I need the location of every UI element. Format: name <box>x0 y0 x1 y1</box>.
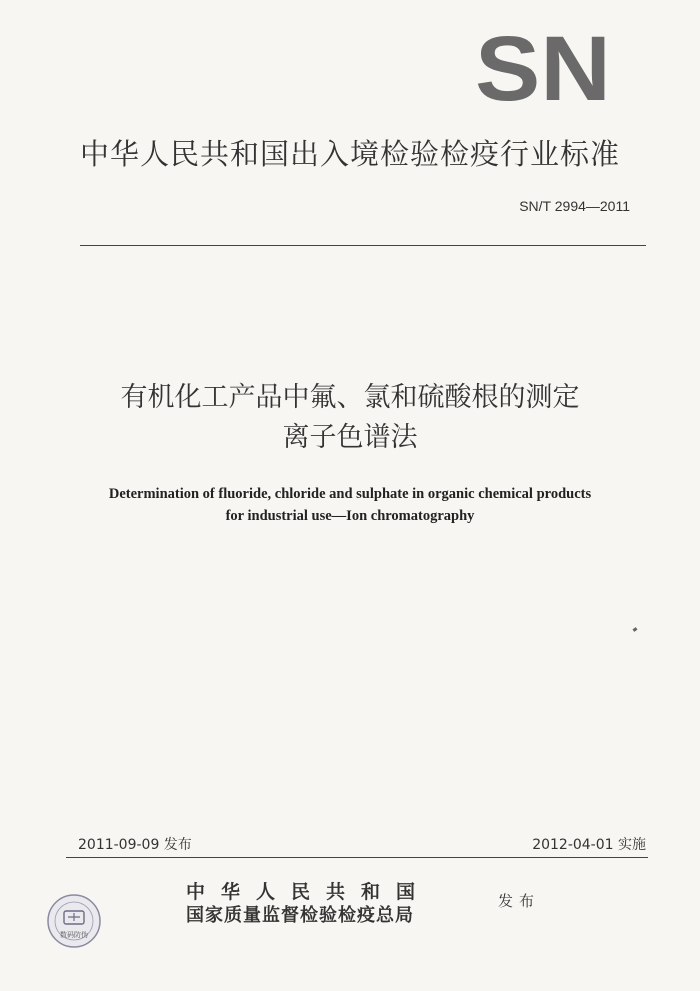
bottom-divider <box>66 857 648 858</box>
top-divider <box>80 245 646 246</box>
issue-date: 2011-09-09 发布 <box>78 837 192 853</box>
issuer-line2: 国家质量监督检验检疫总局 <box>186 905 414 926</box>
svg-text:SN: SN <box>475 32 611 104</box>
seal-label: 数码防伪 <box>60 931 88 939</box>
english-title-line2: for industrial use—Ion chromatography <box>225 508 475 524</box>
standard-number: SN/T 2994—2011 <box>519 198 630 214</box>
industry-standard-title: 中华人民共和国出入境检验检疫行业标准 <box>79 137 620 171</box>
anti-counterfeit-seal-icon <box>44 893 104 949</box>
implementation-date: 2012-04-01 实施 <box>532 837 646 853</box>
chinese-title <box>40 378 660 458</box>
english-title <box>40 483 660 527</box>
issuing-authority <box>186 880 486 928</box>
scan-speck <box>633 627 638 632</box>
chinese-title-line1: 有机化工产品中氟、氯和硫酸根的测定 <box>120 382 580 413</box>
chinese-title-line2: 离子色谱法 <box>282 422 418 453</box>
issuer-line1: 中华人民共和国 <box>186 881 432 903</box>
sn-logo <box>474 32 612 104</box>
issue-word: 发布 <box>498 892 541 910</box>
english-title-line1: Determination of fluoride, chloride and sulphate in organic chemical products <box>108 486 592 502</box>
